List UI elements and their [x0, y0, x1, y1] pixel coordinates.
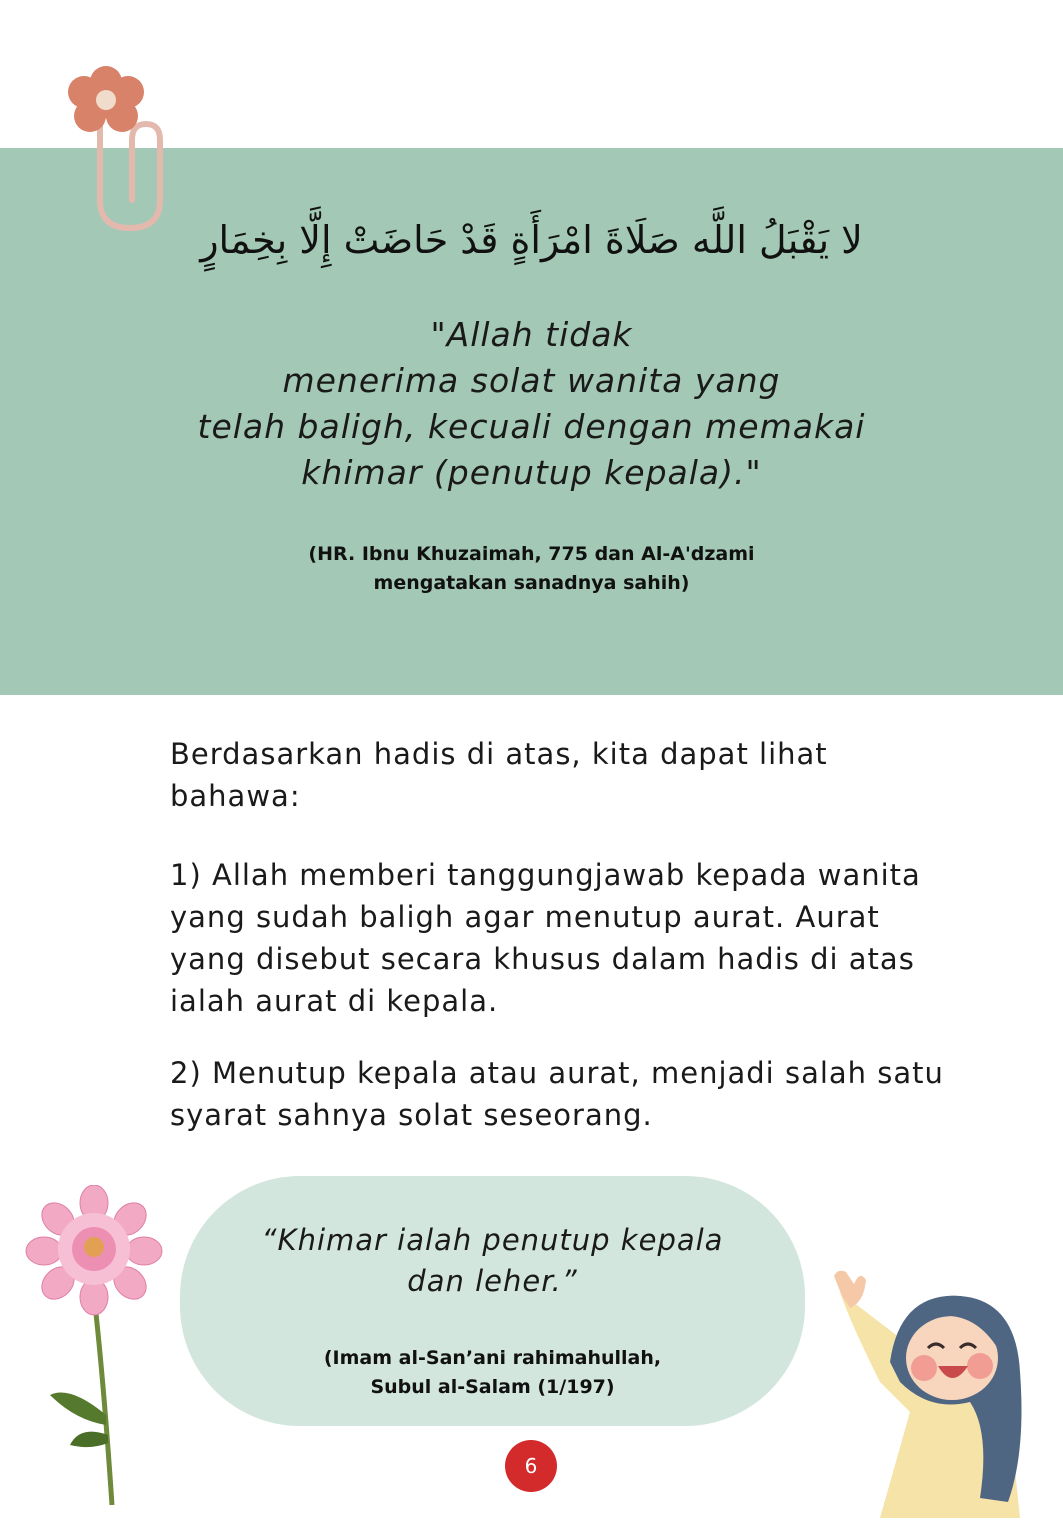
callout-line: dan leher.”: [407, 1264, 578, 1298]
explanation-point-1: [170, 854, 990, 1022]
translation-line: menerima solat wanita yang: [282, 361, 781, 400]
callout-ref-line: Subul al-Salam (1/197): [370, 1376, 615, 1398]
callout-reference: [180, 1344, 805, 1402]
reference-line: mengatakan sanadnya sahih): [373, 572, 690, 594]
intro-line: Berdasarkan hadis di atas, kita dapat lihat: [170, 737, 828, 771]
point-line: ialah aurat di kepala.: [170, 984, 499, 1018]
flower-paperclip-icon: [60, 60, 180, 240]
hadith-arabic: لا يَقْبَلُ اللَّه صَلَاةَ امْرَأَةٍ قَدْ حَاضَتْ إِلَّا بِخِمَارٍ: [200, 218, 863, 262]
callout-line: “Khimar ialah penutup kepala: [261, 1223, 724, 1257]
point-line: 1) Allah memberi tanggungjawab kepada wanita: [170, 858, 921, 892]
intro-line: bahawa:: [170, 779, 301, 813]
point-line: yang sudah baligh agar menutup aurat. Aurat: [170, 900, 880, 934]
reference-line: (HR. Ibnu Khuzaimah, 775 dan Al-A'dzami: [308, 543, 755, 565]
point-line: yang disebut secara khusus dalam hadis di atas: [170, 942, 915, 976]
pink-dahlia-flower-icon: [20, 1185, 170, 1515]
translation-line: "Allah tidak: [430, 315, 633, 354]
explanation-intro: [170, 733, 990, 817]
point-line: 2) Menutup kepala atau aurat, menjadi salah satu: [170, 1056, 944, 1090]
page-number-badge: 6: [505, 1440, 557, 1492]
hadith-translation: [150, 312, 913, 496]
callout-quote: [180, 1220, 805, 1302]
explanation-point-2: [170, 1052, 990, 1136]
hijab-girl-waving-icon: [820, 1262, 1040, 1518]
hadith-reference: [200, 540, 863, 598]
translation-line: telah baligh, kecuali dengan memakai: [197, 407, 866, 446]
point-line: syarat sahnya solat seseorang.: [170, 1098, 653, 1132]
translation-line: khimar (penutup kepala).": [301, 453, 762, 492]
callout-ref-line: (Imam al-San’ani rahimahullah,: [323, 1347, 662, 1369]
